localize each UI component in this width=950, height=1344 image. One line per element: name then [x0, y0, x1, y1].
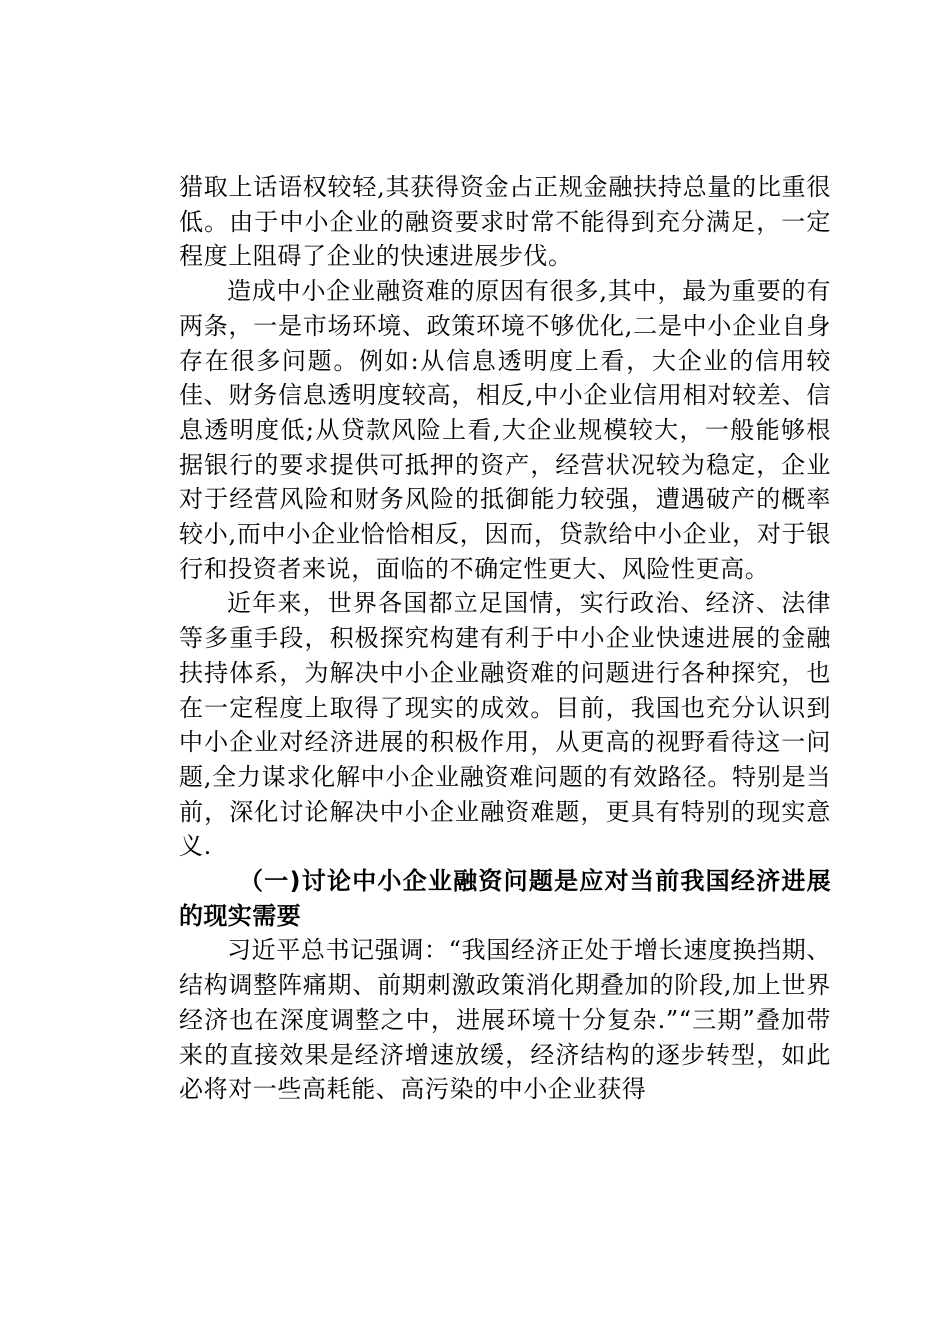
- section-heading: （一)讨论中小企业融资问题是应对当前我国经济进展的现实需要: [179, 867, 831, 930]
- paragraph-international-practice: 近年来，世界各国都立足国情，实行政治、经济、法律等多重手段，积极探究构建有利于中小企业快速进展的金融扶持体系，为解决中小企业融资难的问题进行各种探究，也在一定程度上取得了现实的成效。目前，我国也充分认识到中小企业对经济进展的积极作用，从更高的视野看待这一问题,全力谋求化解中小企业融资难问题的有效路径。特别是当前，深化讨论解决中小企业融资难题，更具有特别的现实意义.: [179, 589, 831, 861]
- paragraph-continuation: 猎取上话语权较轻,其获得资金占正规金融扶持总量的比重很低。由于中小企业的融资要求时常不能得到充分满足，一定程度上阻碍了企业的快速进展步伐。: [179, 173, 831, 271]
- paragraph-financing-causes: 造成中小企业融资难的原因有很多,其中，最为重要的有两条，一是市场环境、政策环境不够优化,二是中小企业自身存在很多问题。例如:从信息透明度上看，大企业的信用较佳、财务信息透明度较高，相反,中小企业信用相对较差、信息透明度低;从贷款风险上看,大企业规模较大，一般能够根据银行的要求提供可抵押的资产，经营状况较为稳定，企业对于经营风险和财务风险的抵御能力较强，遭遇破产的概率较小,而中小企业恰恰相反，因而，贷款给中小企业，对于银行和投资者来说，面临的不确定性更大、风险性更高。: [179, 277, 831, 583]
- document-page: [179, 170, 831, 1107]
- paragraph-quote: 习近平总书记强调：“我国经济正处于增长速度换挡期、结构调整阵痛期、前期刺激政策消化期叠加的阶段,加上世界经济也在深度调整之中，进展环境十分复杂.”“三期”叠加带来的直接效果是经济增速放缓，经济结构的逐步转型，如此必将对一些高耗能、高污染的中小企业获得: [179, 936, 831, 1104]
